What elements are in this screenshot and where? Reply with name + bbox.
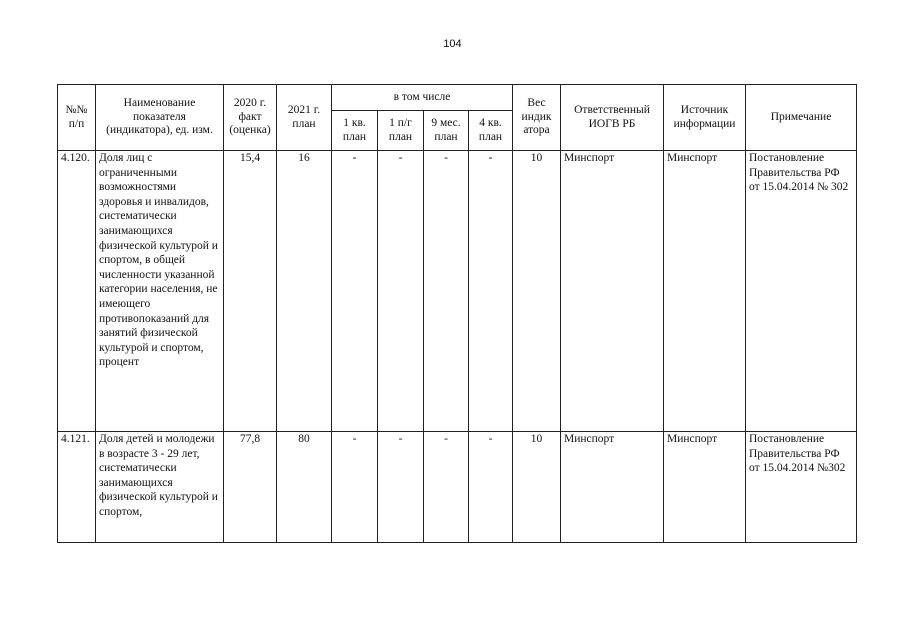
row-plan-2021: 80 [277, 432, 332, 543]
row-9m: - [424, 432, 469, 543]
header-name: Наименование показателя (индикатора), ед. изм. [96, 85, 224, 151]
row-weight: 10 [513, 151, 561, 432]
header-note: Примечание [746, 85, 857, 151]
header-q4: 4 кв. план [469, 111, 513, 151]
row-q1: - [332, 432, 378, 543]
header-fact-2020: 2020 г. факт (оценка) [224, 85, 277, 151]
row-fact-2020: 15,4 [224, 151, 277, 432]
row-source: Минспорт [664, 432, 746, 543]
row-q4: - [469, 151, 513, 432]
header-num: №№ п/п [58, 85, 96, 151]
page-number: 104 [443, 38, 462, 50]
row-h1: - [378, 432, 424, 543]
row-num: 4.121. [58, 432, 96, 543]
row-num: 4.120. [58, 151, 96, 432]
header-9m: 9 мес. план [424, 111, 469, 151]
header-plan-2021: 2021 г. план [277, 85, 332, 151]
row-plan-2021: 16 [277, 151, 332, 432]
row-q1: - [332, 151, 378, 432]
header-h1: 1 п/г план [378, 111, 424, 151]
header-q1: 1 кв. план [332, 111, 378, 151]
header-source: Источник информации [664, 85, 746, 151]
row-indicator-name: Доля детей и молодежи в возрасте 3 - 29 лет, систематически занимающихся физической культурой и спортом, [96, 432, 224, 543]
row-note: Постановление Правительства РФ от 15.04.2014 № 302 [746, 151, 857, 432]
row-q4: - [469, 432, 513, 543]
row-indicator-name: Доля лиц с ограниченными возможностями здоровья и инвалидов, систематически занимающихся физической культурой и спортом, в общей численности указанной категории населения, не имеющего противопоказаний для занятий физической культурой и спортом, процент [96, 151, 224, 432]
row-source: Минспорт [664, 151, 746, 432]
row-note: Постановление Правительства РФ от 15.04.2014 №302 [746, 432, 857, 543]
row-fact-2020: 77,8 [224, 432, 277, 543]
row-9m: - [424, 151, 469, 432]
row-weight: 10 [513, 432, 561, 543]
row-responsible: Минспорт [561, 151, 664, 432]
header-row-top [58, 85, 857, 111]
header-weight: Вес индик атора [513, 85, 561, 151]
indicators-table [57, 84, 857, 543]
row-responsible: Минспорт [561, 432, 664, 543]
header-including: в том числе [332, 85, 513, 111]
row-h1: - [378, 151, 424, 432]
table-row [58, 151, 857, 432]
header-responsible: Ответственный ИОГВ РБ [561, 85, 664, 151]
table-row [58, 432, 857, 543]
